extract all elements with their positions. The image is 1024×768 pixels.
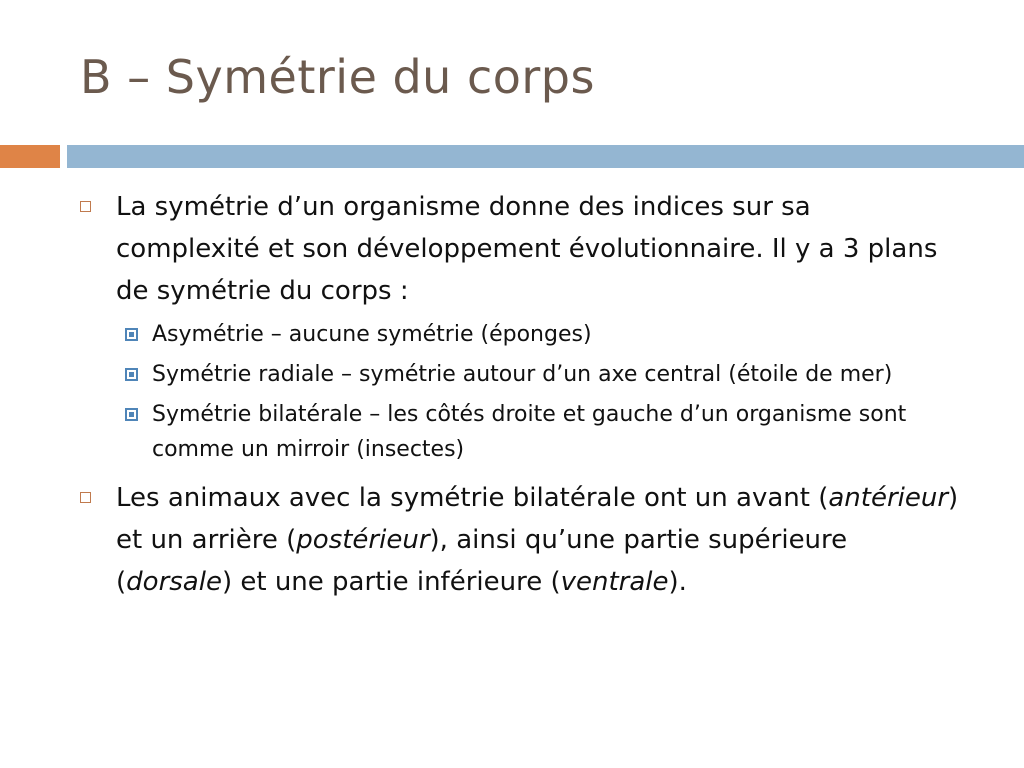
square-bullet-icon xyxy=(125,328,138,341)
square-bullet-icon xyxy=(125,368,138,381)
slide-body xyxy=(80,186,960,607)
sub-bullet-1 xyxy=(116,317,960,352)
square-bullet-icon xyxy=(80,201,91,212)
sub-bullet-3 xyxy=(116,397,960,467)
sub-bullet-3-text: Symétrie bilatérale – les côtés droite et gauche d’un organisme sont comme un mirroir (insectes) xyxy=(152,402,907,462)
bullet-1-text: La symétrie d’un organisme donne des indices sur sa complexité et son développement évolutionnaire. Il y a 3 plans de symétrie du corps : xyxy=(116,192,938,306)
bullet-2-text: Les animaux avec la symétrie bilatérale ont un avant (antérieur) et un arrière (postérieur), ainsi qu’une partie supérieure (dorsale) et une partie inférieure (ventrale). xyxy=(116,483,959,597)
term-anterieur: antérieur xyxy=(828,483,949,513)
title-rule-orange xyxy=(0,145,60,168)
title-rule-blue xyxy=(67,145,1024,168)
sub-bullet-1-text: Asymétrie – aucune symétrie (éponges) xyxy=(152,322,592,347)
bullet-1 xyxy=(80,186,960,312)
bullet-2 xyxy=(80,477,960,603)
square-bullet-icon xyxy=(80,492,91,503)
slide-title: B – Symétrie du corps xyxy=(80,50,595,104)
term-dorsale: dorsale xyxy=(126,567,222,597)
sub-bullet-2 xyxy=(116,357,960,392)
sub-bullet-2-text: Symétrie radiale – symétrie autour d’un axe central (étoile de mer) xyxy=(152,362,893,387)
term-posterieur: postérieur xyxy=(296,525,430,555)
term-ventrale: ventrale xyxy=(560,567,669,597)
square-bullet-icon xyxy=(125,408,138,421)
